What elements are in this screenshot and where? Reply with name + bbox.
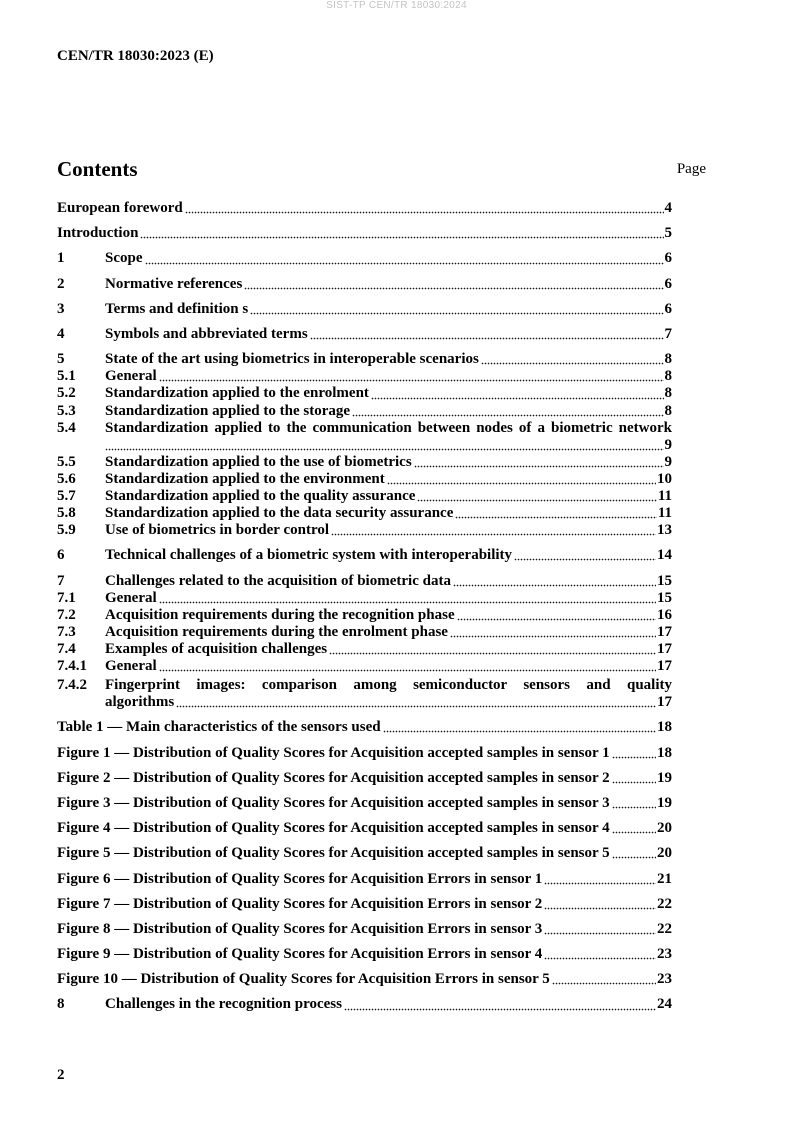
toc-entry[interactable] (57, 921, 672, 938)
toc-entry[interactable] (57, 795, 672, 812)
toc-entry-page: 17 (657, 694, 672, 711)
toc-entry-number: 5.3 (57, 402, 76, 419)
table-of-contents (57, 192, 672, 1014)
toc-entry-number: 5.2 (57, 385, 76, 402)
page-number-footer: 2 (57, 1067, 65, 1083)
toc-entry[interactable] (57, 996, 672, 1013)
toc-entry[interactable] (57, 276, 672, 293)
dot-leader (544, 896, 656, 913)
toc-entry-number: 5 (57, 351, 65, 368)
toc-entry[interactable] (57, 658, 672, 675)
toc-entry-number: 4 (57, 326, 65, 343)
toc-entry-page: 19 (657, 769, 672, 786)
contents-heading: Contents (57, 157, 138, 181)
toc-entry-title: Terms and definition s (105, 300, 249, 317)
toc-entry-page: 23 (657, 946, 672, 963)
toc-entry[interactable] (57, 745, 672, 762)
dot-leader (250, 301, 663, 318)
toc-entry-page: 20 (657, 820, 672, 837)
toc-entry[interactable] (57, 471, 672, 488)
toc-entry-title: Normative references (105, 275, 243, 292)
dot-leader (544, 871, 656, 888)
toc-entry[interactable] (57, 505, 672, 522)
toc-entry-number: 5.1 (57, 368, 76, 385)
toc-entry-title: Standardization applied to the data security assurance (105, 505, 454, 522)
toc-entry[interactable] (57, 845, 672, 862)
toc-entry-page: 13 (657, 522, 672, 539)
toc-entry-title: Figure 6 — Distribution of Quality Scores for Acquisition Errors in sensor 1 (57, 870, 543, 887)
dot-leader (185, 200, 664, 217)
toc-entry-number: 7.1 (57, 589, 76, 606)
toc-entry-title: General (105, 589, 157, 606)
dot-leader (105, 437, 664, 454)
dot-leader (514, 547, 656, 564)
toc-entry-page: 22 (657, 895, 672, 912)
dot-leader (414, 454, 664, 471)
dot-leader (310, 326, 664, 343)
toc-entry-page: 9 (664, 436, 672, 453)
dot-leader (176, 694, 656, 711)
toc-entry[interactable] (57, 770, 672, 787)
toc-entry-page: 20 (657, 845, 672, 862)
dot-leader (552, 971, 656, 988)
dot-leader (450, 624, 656, 641)
dot-leader (612, 795, 656, 812)
toc-entry-number: 7.4.2 (57, 677, 87, 694)
toc-entry-title: Introduction (57, 225, 139, 242)
toc-entry-number: 7.4.1 (57, 658, 87, 674)
toc-entry-title: Figure 1 — Distribution of Quality Scores for Acquisition accepted samples in sensor 1 (57, 744, 610, 761)
toc-entry-page: 6 (664, 300, 672, 317)
toc-entry-page: 10 (657, 470, 672, 487)
toc-entry-page: 14 (657, 547, 672, 564)
toc-entry-number: 5.6 (57, 470, 76, 487)
toc-entry[interactable] (57, 301, 672, 318)
toc-entry-page: 23 (657, 971, 672, 988)
toc-entry-number: 7.3 (57, 623, 76, 640)
toc-entry-page: 8 (664, 402, 672, 419)
dot-leader (329, 641, 656, 658)
toc-entry-title: Standardization applied to the environment (105, 470, 385, 487)
toc-entry[interactable] (57, 820, 672, 837)
toc-entry[interactable] (57, 719, 672, 736)
toc-entry[interactable] (57, 573, 672, 590)
toc-entry-title: Standardization applied to the storage (105, 402, 351, 419)
toc-entry-number: 5.8 (57, 505, 76, 522)
toc-entry[interactable] (57, 326, 672, 343)
toc-entry-title: Fingerprint images: comparison among semiconductor sensors and quality (105, 677, 672, 694)
toc-entry[interactable] (57, 641, 672, 658)
toc-entry-page: 18 (657, 744, 672, 761)
toc-entry[interactable] (57, 250, 672, 267)
toc-entry-page: 6 (664, 275, 672, 292)
toc-entry-title: Figure 5 — Distribution of Quality Scores for Acquisition accepted samples in sensor 5 (57, 845, 610, 862)
toc-entry-title: Standardization applied to the enrolment (105, 385, 369, 402)
toc-entry[interactable] (57, 225, 672, 242)
toc-entry[interactable] (57, 351, 672, 368)
toc-entry[interactable] (57, 403, 672, 420)
toc-entry-number: 7.4 (57, 640, 76, 657)
toc-entry-page: 8 (664, 351, 672, 368)
toc-entry[interactable] (57, 420, 672, 454)
toc-entry-page: 5 (664, 225, 672, 242)
toc-entry-title: Standardization applied to the use of biometrics (105, 453, 412, 470)
toc-entry-number: 5.9 (57, 522, 76, 539)
toc-entry-title: Figure 8 — Distribution of Quality Scores for Acquisition Errors in sensor 3 (57, 920, 543, 937)
toc-entry-page: 11 (657, 487, 672, 504)
toc-entry-title: Acquisition requirements during the recognition phase (105, 606, 455, 623)
toc-entry-number: 5.4 (57, 419, 76, 436)
toc-entry-page: 22 (657, 920, 672, 937)
toc-entry[interactable] (57, 896, 672, 913)
toc-entry-number: 6 (57, 547, 65, 564)
toc-entry-page: 8 (664, 368, 672, 385)
dot-leader (331, 522, 656, 539)
dot-leader (383, 719, 656, 736)
toc-entry-page: 8 (664, 385, 672, 402)
toc-entry-title: Use of biometrics in border control (105, 522, 329, 539)
document-id-header: CEN/TR 18030:2023 (E) (57, 48, 214, 64)
dot-leader (544, 946, 656, 963)
dot-leader (344, 996, 656, 1013)
toc-entry[interactable] (57, 971, 672, 988)
dot-leader (159, 658, 656, 675)
toc-entry-page: 24 (657, 996, 672, 1013)
toc-entry-line (57, 694, 672, 711)
toc-entry-title: Figure 3 — Distribution of Quality Scores for Acquisition accepted samples in sensor 3 (57, 794, 610, 811)
toc-entry[interactable] (57, 547, 672, 564)
dot-leader (387, 471, 656, 488)
toc-entry-line (57, 420, 672, 437)
toc-entry-page: 17 (657, 640, 672, 657)
toc-entry-line (57, 677, 672, 694)
toc-entry-title: Examples of acquisition challenges (105, 640, 328, 657)
toc-entry[interactable] (57, 946, 672, 963)
toc-entry-title: Standardization applied to the quality assurance (105, 487, 416, 504)
toc-entry-number: 8 (57, 996, 65, 1013)
toc-entry-number: 7 (57, 572, 65, 589)
toc-entry-title: Technical challenges of a biometric system with interoperability (105, 547, 513, 564)
toc-entry-page: 16 (657, 606, 672, 623)
toc-entry-page: 21 (657, 870, 672, 887)
dot-leader (244, 276, 663, 293)
toc-entry[interactable] (57, 385, 672, 402)
toc-entry-title-continued: algorithms (105, 694, 175, 711)
toc-entry-title: General (105, 368, 157, 385)
watermark-text: SIST-TP CEN/TR 18030:2024 (326, 0, 467, 11)
toc-entry-title: Scope (105, 250, 143, 267)
toc-entry-title: European foreword (57, 200, 183, 217)
toc-entry-title: Challenges related to the acquisition of biometric data (105, 572, 451, 589)
toc-entry[interactable] (57, 454, 672, 471)
toc-entry-title: Figure 10 — Distribution of Quality Scores for Acquisition Errors in sensor 5 (57, 971, 550, 988)
dot-leader (145, 250, 664, 267)
toc-entry[interactable] (57, 368, 672, 385)
dot-leader (417, 488, 656, 505)
toc-entry-page: 6 (664, 250, 672, 267)
toc-entry-title: Challenges in the recognition process (105, 996, 342, 1013)
toc-entry-page: 15 (657, 589, 672, 606)
toc-entry-title: Figure 9 — Distribution of Quality Scores for Acquisition Errors in sensor 4 (57, 946, 543, 963)
toc-entry-title: State of the art using biometrics in interoperable scenarios (105, 351, 479, 368)
toc-entry-title: General (105, 658, 157, 674)
toc-entry-number: 7.2 (57, 606, 76, 623)
toc-entry-page: 17 (657, 623, 672, 640)
dot-leader (544, 921, 656, 938)
toc-entry-page: 19 (657, 794, 672, 811)
toc-entry-title: Symbols and abbreviated terms (105, 326, 308, 343)
dot-leader (455, 505, 656, 522)
toc-entry-page: 7 (664, 326, 672, 343)
toc-entry-page: 17 (657, 658, 672, 674)
toc-entry-number: 1 (57, 250, 65, 267)
dot-leader (453, 573, 656, 590)
toc-entry-page: 15 (657, 572, 672, 589)
toc-entry[interactable] (57, 677, 672, 711)
toc-entry-title: Figure 2 — Distribution of Quality Scores for Acquisition accepted samples in sensor 2 (57, 769, 610, 786)
dot-leader (612, 845, 656, 862)
toc-entry-page: 9 (664, 453, 672, 470)
toc-entry-number: 3 (57, 300, 65, 317)
dot-leader (352, 403, 663, 420)
toc-entry[interactable] (57, 871, 672, 888)
toc-entry-page: 4 (664, 200, 672, 217)
toc-entry-title: Figure 4 — Distribution of Quality Scores for Acquisition accepted samples in sensor 4 (57, 820, 610, 837)
toc-entry[interactable] (57, 200, 672, 217)
page-column-label: Page (676, 161, 706, 177)
dot-leader (371, 385, 664, 402)
dot-leader (140, 225, 663, 242)
toc-entry-page: 11 (657, 505, 672, 522)
toc-entry-number: 5.5 (57, 453, 76, 470)
toc-entry-number: 5.7 (57, 487, 76, 504)
toc-entry-title: Table 1 — Main characteristics of the sensors used (57, 719, 381, 736)
toc-entry[interactable] (57, 590, 672, 607)
dot-leader (612, 745, 656, 762)
dot-leader (481, 351, 664, 368)
toc-entry-title: Standardization applied to the communication between nodes of a biometric network (105, 419, 672, 436)
toc-entry[interactable] (57, 624, 672, 641)
dot-leader (612, 770, 656, 787)
toc-entry-title: Figure 7 — Distribution of Quality Scores for Acquisition Errors in sensor 2 (57, 895, 543, 912)
dot-leader (457, 607, 656, 624)
toc-entry[interactable] (57, 488, 672, 505)
toc-entry-number: 2 (57, 275, 65, 292)
dot-leader (612, 820, 656, 837)
toc-entry[interactable] (57, 522, 672, 539)
dot-leader (159, 368, 664, 385)
toc-entry-line (57, 437, 672, 454)
toc-entry-page: 18 (657, 719, 672, 736)
toc-entry-title: Acquisition requirements during the enrolment phase (105, 623, 448, 640)
dot-leader (159, 590, 656, 607)
toc-entry[interactable] (57, 607, 672, 624)
